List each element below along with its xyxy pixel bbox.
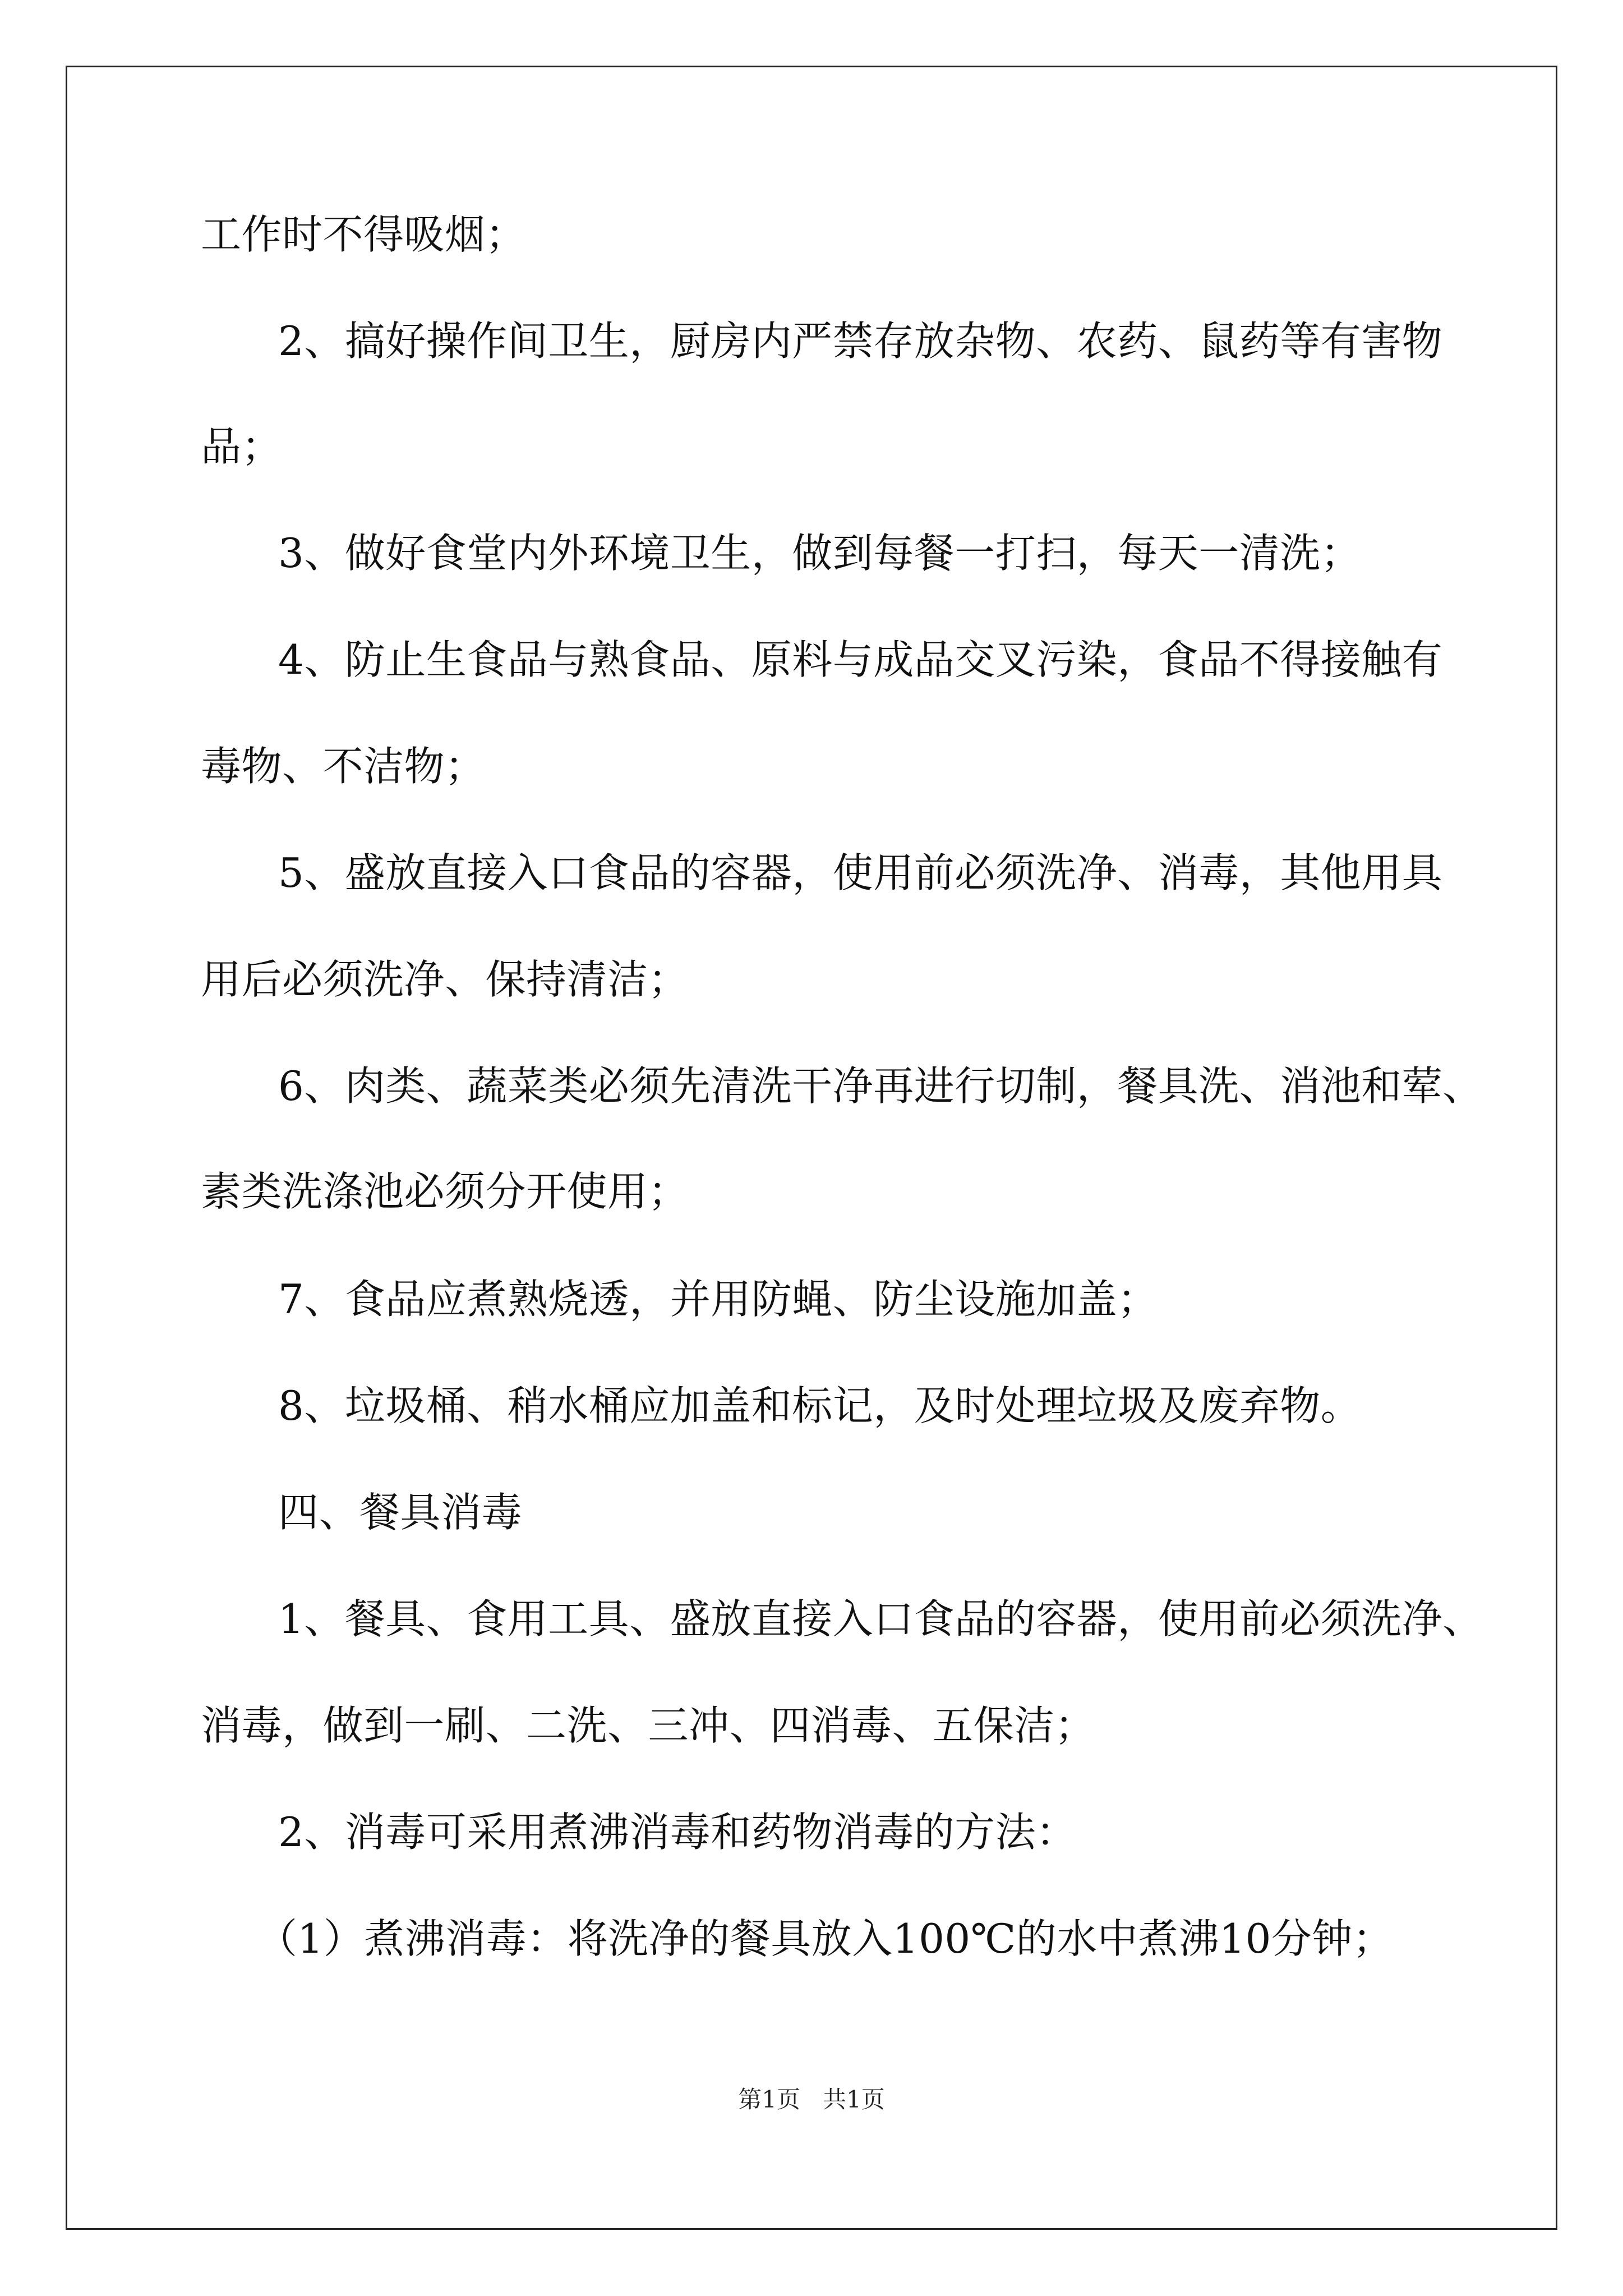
text-line: 2、搞好操作间卫生，厨房内严禁存放杂物、农药、鼠药等有害物 — [278, 318, 1443, 365]
page-number-footer: 第1页 共1页 — [738, 2086, 885, 2113]
text-line: 2、消毒可采用煮沸消毒和药物消毒的方法： — [278, 1809, 1077, 1856]
text-line: 工作时不得吸烟； — [201, 211, 527, 258]
text-line: 毒物、不洁物； — [201, 743, 486, 790]
section-heading: 四、餐具消毒 — [278, 1489, 523, 1536]
text-line: 5、盛放直接入口食品的容器，使用前必须洗净、消毒，其他用具 — [278, 849, 1443, 896]
text-line: 用后必须洗净、保持清洁； — [201, 956, 689, 1003]
text-line: 8、垃圾桶、稍水桶应加盖和标记，及时处理垃圾及废弃物。 — [278, 1382, 1362, 1429]
page-border — [66, 66, 1557, 2230]
text-line: 4、防止生食品与熟食品、原料与成品交叉污染，食品不得接触有 — [278, 636, 1443, 683]
text-line: 6、肉类、蔬菜类必须先清洗干净再进行切制，餐具洗、消池和荤、 — [278, 1062, 1483, 1110]
text-line: 素类洗涤池必须分开使用； — [201, 1168, 689, 1215]
text-line: （1）煮沸消毒：将洗净的餐具放入100℃的水中煮沸10分钟； — [257, 1915, 1394, 1962]
text-line: 3、做好食堂内外环境卫生，做到每餐一打扫，每天一清洗； — [278, 530, 1362, 577]
text-line: 品； — [201, 423, 283, 470]
text-line: 7、食品应煮熟烧透，并用防蝇、防尘设施加盖； — [278, 1276, 1158, 1323]
text-line: 消毒，做到一刷、二洗、三冲、四消毒、五保洁； — [201, 1702, 1096, 1749]
text-line: 1、餐具、食用工具、盛放直接入口食品的容器，使用前必须洗净、 — [278, 1595, 1483, 1642]
